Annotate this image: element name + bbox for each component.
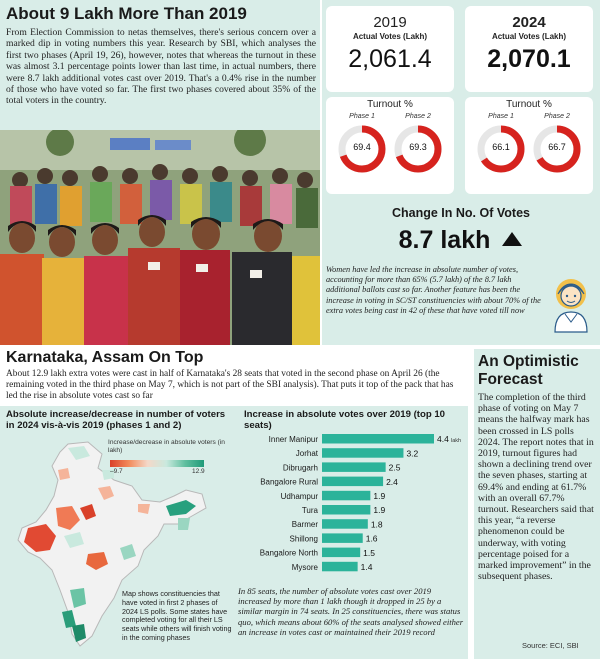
map-legend-title: Increase/decrease in absolute voters (in lakh)	[108, 439, 225, 454]
actual-votes-value: 2,070.1	[487, 45, 571, 73]
page-title: About 9 Lakh More Than 2019	[6, 4, 247, 23]
bar-value-label: 1.9	[373, 505, 386, 516]
bar	[322, 434, 434, 444]
phase2-turnout-value: 66.7	[548, 142, 566, 152]
bar-value-label: 1.4	[360, 562, 373, 572]
bar-value-label: 1.5	[363, 547, 376, 558]
phase2-turnout-value: 69.3	[409, 142, 427, 152]
bar	[322, 548, 360, 558]
legend-min-value: –9.7	[110, 468, 123, 475]
intro-panel	[0, 0, 320, 345]
bar	[322, 519, 368, 529]
woman-icon	[549, 274, 593, 334]
actual-votes-value: 2,061.4	[348, 45, 432, 73]
turnout-title: Turnout %	[367, 99, 413, 110]
bar-category-label: Mysore	[291, 562, 318, 572]
phase1-turnout-value: 69.4	[353, 142, 371, 152]
bar	[322, 505, 370, 515]
phase1-label: Phase 1	[349, 113, 375, 120]
bar-value-label: 2.4	[386, 476, 398, 487]
bar	[322, 477, 383, 487]
change-value-row	[322, 226, 600, 255]
karnataka-headline: Karnataka, Assam On Top	[6, 349, 204, 366]
stat-card-2024	[465, 6, 593, 92]
bar	[322, 562, 358, 572]
bar-unit-label: lakh	[451, 438, 462, 445]
bar	[322, 448, 403, 458]
voters-photo	[0, 130, 320, 345]
bar-value-label: 3.2	[406, 448, 419, 459]
source-note: Source: ECI, SBI	[522, 641, 579, 650]
forecast-headline: An Optimistic Forecast	[478, 353, 579, 388]
bar-note: In 85 seats, the number of absolute votes cast over 2019 increased by more than 1 lakh though it dropped in 25 by a similar margin in 74 seats. In 25 constituencies, there was status quo, which means about 60% of the seats analysed showed either an increase in votes cast or maintained their 2019 record	[238, 586, 464, 637]
year-label: 2019	[373, 14, 407, 31]
up-arrow-icon	[501, 231, 523, 247]
bar-category-label: Inner Manipur	[268, 435, 318, 444]
forecast-text: The completion of the third phase of voting on May 7 means the halfway mark has been crossed in LS polls 2024. The report notes that in 2019, turnout figures had shown a declining trend over the seven phases, starting at 69.4% and ending at 61.7% with an overall 67.7% turnout. Researchers said that this year, “a reverse phenomenon could be underway, with voting percentage poised for a marked improvement” in the subsequent phases.	[478, 392, 594, 583]
voters-photo-illustration	[0, 130, 320, 345]
bar-category-label: Jorhat	[295, 449, 318, 459]
bar-chart-title: Increase in absolute votes over 2019 (top 10 seats)	[244, 409, 446, 431]
phase2-label: Phase 2	[544, 113, 570, 120]
bar	[322, 491, 370, 501]
phase1-label: Phase 1	[488, 113, 514, 120]
stat-card-2019	[326, 6, 454, 92]
bar	[322, 533, 363, 543]
top-seats-bar-chart	[240, 432, 468, 582]
bar-value-label: 2.5	[388, 462, 401, 473]
map-legend-gradient	[110, 460, 204, 467]
actual-votes-label: Actual Votes (Lakh)	[491, 32, 567, 41]
bar	[322, 462, 386, 472]
bar-category-label: Bangalore Rural	[260, 477, 318, 487]
change-value: 8.7 lakh	[398, 226, 491, 254]
legend-max-value: 12.9	[192, 468, 205, 475]
turnout-card-2024	[465, 97, 593, 194]
bar-category-label: Udhampur	[280, 491, 318, 501]
bar-category-label: Dibrugarh	[282, 463, 318, 473]
bar-category-label: Shillong	[289, 534, 318, 544]
turnout-card-2019	[326, 97, 454, 194]
stats-panel	[322, 0, 600, 345]
phase2-label: Phase 2	[405, 113, 431, 120]
bar-value-label: 4.4	[437, 434, 449, 445]
map-title: Absolute increase/decrease in number of voters in 2024 vis-à-vis 2019 (phases 1 and 2)	[6, 409, 226, 431]
change-title: Change In No. Of Votes	[392, 206, 530, 220]
map-note: Map shows constituencies that have voted in first 2 phases of 2024 LS polls. Some states have completed voting for all their LS seats while others will finish voting in the coming phases	[122, 589, 232, 642]
bar-value-label: 1.8	[370, 519, 383, 530]
bar-value-label: 1.6	[365, 533, 378, 544]
intro-text: From Election Commission to netas themselves, there's serious concern over a marked dip in voting numbers this year. Research by SBI, which analyses the first two phases (April 19, 26), however, notes that whereas the turnout in these was almost 3.1 percentage points lower than last time, in actual numbers, there were 8.7 lakh additional votes cast over 2019. That's a 0.4% rise in the number of those who have voted so far. The first two phases covered about 35% of the total voters in the country.	[6, 27, 316, 107]
actual-votes-label: Actual Votes (Lakh)	[352, 32, 428, 41]
bar-value-label: 1.9	[373, 491, 386, 501]
turnout-title: Turnout %	[506, 99, 552, 110]
year-label: 2024	[512, 14, 546, 31]
bar-category-label: Bangalore North	[259, 548, 318, 558]
bar-category-label: Tura	[301, 506, 318, 515]
karnataka-text: About 12.9 lakh extra votes were cast in half of Karnataka's 28 seats that voted in the second phase on April 26 (the remaining voted in the third phase on May 7, which is not part of the SBI analysis). That puts it top of the pack that has led the rise in absolute votes cast so far	[6, 369, 454, 401]
change-note: Women have led the increase in absolute number of votes, accounting for more than 65% (5.7 lakh) of the 8.7 lakh additional ballots cast so far. Another feature has been the increase in voting in SC/ST constituencies with about 70% of the extra votes being cast in 42 of these that have voted till now	[326, 265, 541, 315]
bar-category-label: Barmer	[291, 520, 318, 530]
phase1-turnout-value: 66.1	[492, 142, 510, 152]
